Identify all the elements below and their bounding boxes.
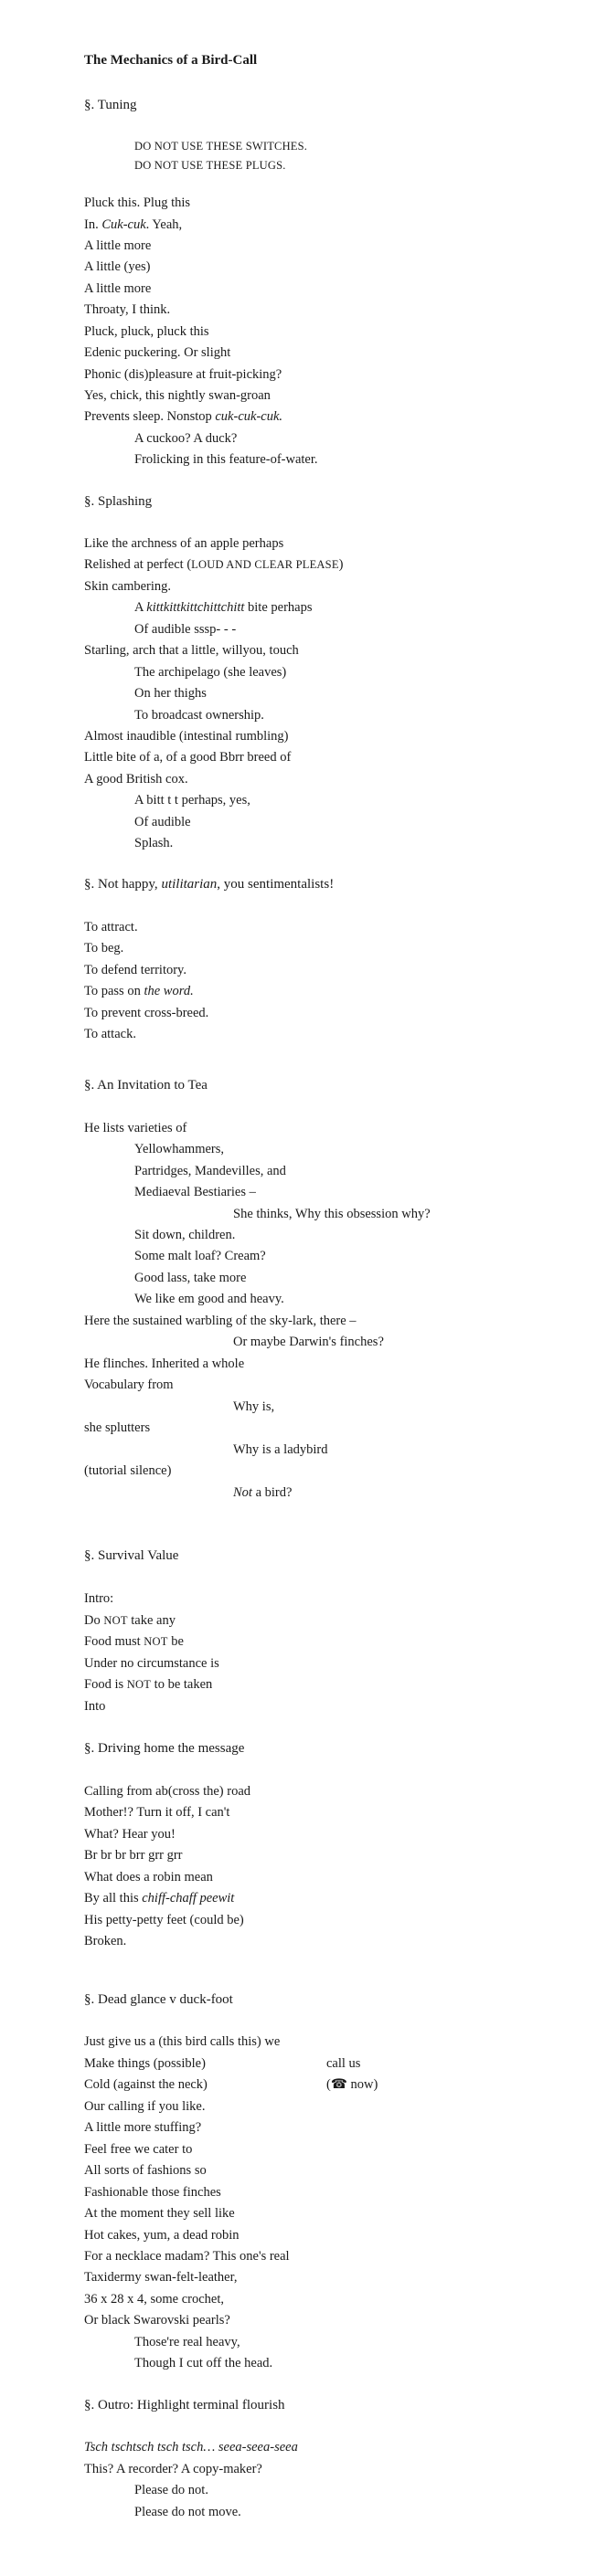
verse-line: To pass on the word. (84, 984, 194, 998)
section-heading-tuning: §. Tuning (84, 98, 137, 112)
section-heading-not-happy: §. Not happy, utilitarian, you sentimentalists! (84, 877, 335, 892)
verse-line: (tutorial silence) (84, 1463, 172, 1478)
verse-line: Under no circumstance is (84, 1656, 219, 1671)
verse-line: Frolicking in this feature-of-water. (134, 452, 318, 467)
verse-line: Splash. (134, 836, 174, 850)
section-heading-survival: §. Survival Value (84, 1548, 179, 1563)
verse-line: All sorts of fashions so (84, 2163, 207, 2178)
verse-line: Please do not. (134, 2483, 208, 2497)
verse-line: Please do not move. (134, 2505, 241, 2519)
verse-line: A good British cox. (84, 772, 188, 787)
verse-line: What? Hear you! (84, 1827, 176, 1842)
verse-line: 36 x 28 x 4, some crochet, (84, 2292, 225, 2307)
verse-line: A cuckoo? A duck? (134, 431, 238, 446)
verse-line: Of audible sssp- - - (134, 622, 237, 637)
verse-line: What does a robin mean (84, 1870, 213, 1884)
verse-line: In. Cuk-cuk. Yeah, (84, 217, 183, 232)
verse-line: This? A recorder? A copy-maker? (84, 2462, 262, 2476)
verse-line: Intro: (84, 1591, 114, 1606)
verse-line: A bitt t t perhaps, yes, (134, 793, 250, 808)
verse-line: she splutters (84, 1420, 151, 1435)
verse-line: At the moment they sell like (84, 2206, 235, 2221)
verse-line: Of audible (134, 815, 191, 829)
verse-line: Partridges, Mandevilles, and (134, 1164, 286, 1178)
verse-line: A little (yes) (84, 259, 151, 274)
verse-line: Br br br brr grr grr (84, 1848, 183, 1863)
verse-line: Starling, arch that a little, willyou, touch (84, 643, 299, 658)
verse-line: To attract. (84, 920, 138, 934)
verse-line: Or maybe Darwin's finches? (233, 1335, 384, 1349)
verse-line: He flinches. Inherited a whole (84, 1357, 245, 1371)
verse-line: To broadcast ownership. (134, 708, 264, 723)
verse-line: A little more (84, 281, 152, 296)
verse-line: Into (84, 1699, 106, 1714)
verse-line: Fashionable those finches (84, 2185, 221, 2200)
section-heading-splashing: §. Splashing (84, 494, 153, 509)
verse-line: Almost inaudible (intestinal rumbling) (84, 729, 289, 744)
verse-line: Sit down, children. (134, 1228, 236, 1242)
verse-line: Just give us a (this bird calls this) we (84, 2034, 281, 2049)
verse-line: Food must NOT be (84, 1634, 184, 1649)
verse-line: Why is a ladybird (233, 1442, 328, 1457)
verse-line: Taxidermy swan-felt-leather, (84, 2270, 238, 2285)
verse-line: Why is, (233, 1399, 275, 1414)
verse-line: Little bite of a, of a good Bbrr breed of (84, 750, 292, 765)
verse-line: He lists varieties of (84, 1121, 187, 1135)
section-heading-tea: §. An Invitation to Tea (84, 1078, 208, 1093)
verse-line: Here the sustained warbling of the sky-lark, there – (84, 1314, 357, 1328)
verse-line: A little more stuffing? (84, 2120, 202, 2135)
verse-line: Those're real heavy, (134, 2335, 240, 2349)
verse-line: On her thighs (134, 686, 207, 701)
phone-icon-line: (☎ now) (326, 2077, 378, 2092)
verse-line: Prevents sleep. Nonstop cuk-cuk-cuk. (84, 409, 283, 424)
verse-line: Not a bird? (233, 1485, 293, 1500)
verse-line: Calling from ab(cross the) road (84, 1784, 251, 1799)
verse-line: His petty-petty feet (could be) (84, 1913, 244, 1927)
section-heading-driving: §. Driving home the message (84, 1741, 245, 1756)
verse-line: To attack. (84, 1027, 136, 1041)
verse-line: Though I cut off the head. (134, 2356, 273, 2370)
verse-line: Some malt loaf? Cream? (134, 1249, 266, 1263)
verse-line: Pluck this. Plug this (84, 195, 191, 210)
verse-line: To defend territory. (84, 963, 186, 977)
verse-line: Yellowhammers, (134, 1142, 225, 1156)
verse-line: Edenic puckering. Or slight (84, 345, 231, 360)
verse-line: Vocabulary from (84, 1378, 174, 1392)
verse-line: Phonic (dis)pleasure at fruit-picking? (84, 367, 282, 382)
poem-title: The Mechanics of a Bird-Call (84, 53, 258, 68)
verse-line: Mother!? Turn it off, I can't (84, 1805, 230, 1820)
notice-line: DO NOT USE THESE PLUGS. (134, 159, 286, 172)
verse-line-right: call us (326, 2056, 361, 2071)
verse-line: A little more (84, 238, 152, 253)
verse-line: Skin cambering. (84, 579, 172, 594)
verse-line: Relished at perfect (LOUD AND CLEAR PLEASE) (84, 557, 344, 572)
verse-line: Do NOT take any (84, 1613, 176, 1628)
verse-line: Tsch tschtsch tsch tsch… seea-seea-seea (84, 2440, 298, 2455)
section-heading-dead-glance: §. Dead glance v duck-foot (84, 1992, 233, 2007)
section-heading-outro: §. Outro: Highlight terminal flourish (84, 2398, 285, 2412)
verse-line: Good lass, take more (134, 1271, 247, 1285)
verse-line: Food is NOT to be taken (84, 1677, 213, 1692)
verse-line: Like the archness of an apple perhaps (84, 536, 284, 551)
verse-line: Throaty, I think. (84, 302, 171, 317)
verse-line: Cold (against the neck) (84, 2077, 208, 2092)
verse-line: For a necklace madam? This one's real (84, 2249, 290, 2264)
verse-line: Pluck, pluck, pluck this (84, 324, 209, 339)
verse-line: Yes, chick, this nightly swan-groan (84, 388, 271, 403)
notice-line: DO NOT USE THESE SWITCHES. (134, 140, 308, 153)
verse-line: Hot cakes, yum, a dead robin (84, 2228, 240, 2243)
verse-line: Or black Swarovski pearls? (84, 2313, 230, 2328)
verse-line: To beg. (84, 941, 124, 955)
verse-line: Broken. (84, 1934, 127, 1948)
verse-line: Our calling if you like. (84, 2099, 206, 2114)
verse-line: Mediaeval Bestiaries – (134, 1185, 256, 1199)
verse-line: We like em good and heavy. (134, 1292, 284, 1306)
verse-line: By all this chiff-chaff peewit (84, 1891, 235, 1906)
verse-line: A kittkittkittchittchitt bite perhaps (134, 600, 313, 615)
verse-line: Make things (possible) (84, 2056, 206, 2071)
verse-line: The archipelago (she leaves) (134, 665, 287, 680)
verse-line: She thinks, Why this obsession why? (233, 1207, 431, 1221)
verse-line: To prevent cross-breed. (84, 1006, 209, 1020)
verse-line: Feel free we cater to (84, 2142, 193, 2157)
